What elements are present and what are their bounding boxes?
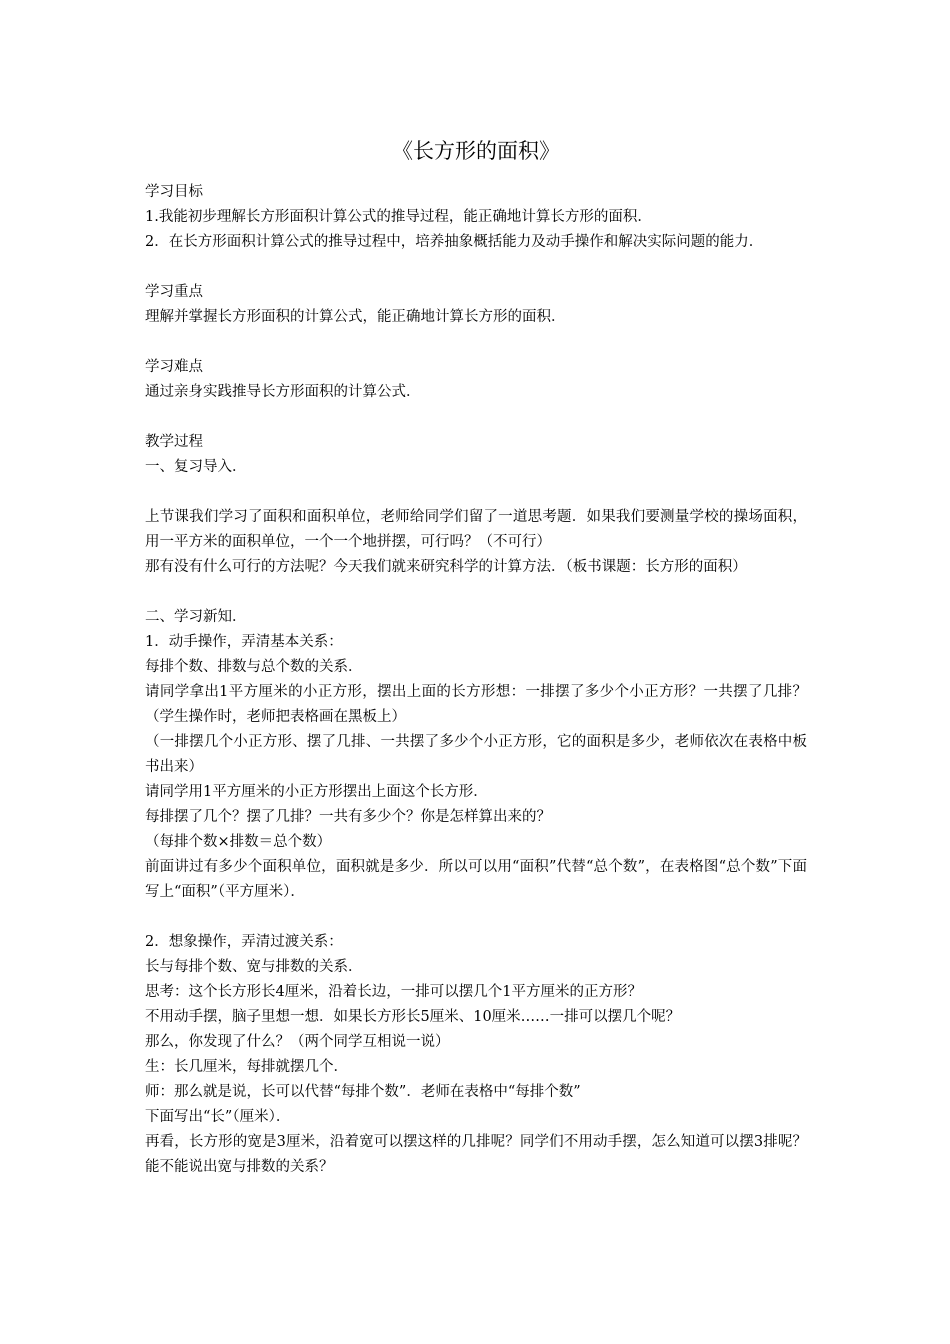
paragraph: 教学过程 xyxy=(145,434,203,450)
paragraph: 再看，长方形的宽是3厘米，沿着宽可以摆这样的几排呢？同学们不用动手摆，怎么知道可以摆3排呢？能不能说出宽与排数的关系？ xyxy=(145,1134,807,1175)
paragraph: 不用动手摆，脑子里想一想．如果长方形长5厘米、10厘米……一排可以摆几个呢？ xyxy=(145,1009,681,1025)
paragraph: 那有没有什么可行的方法呢？今天我们就来研究科学的计算方法．（板书课题：长方形的面积） xyxy=(145,559,747,575)
paragraph: 一、复习导入． xyxy=(145,459,247,475)
paragraph: 2．想象操作，弄清过渡关系： xyxy=(145,934,343,950)
paragraph: 请同学拿出1平方厘米的小正方形，摆出上面的长方形想：一排摆了多少个小正方形？一共摆了几排？（学生操作时，老师把表格画在黑板上） xyxy=(145,684,807,725)
paragraph: 前面讲过有多少个面积单位，面积就是多少．所以可以用“面积”代替“总个数”，在表格图“总个数”下面写上“面积”（平方厘米）． xyxy=(145,859,807,900)
paragraph: （一排摆几个小正方形、摆了几排、一共摆了多少个小正方形，它的面积是多少，老师依次在表格中板书出来） xyxy=(145,734,807,775)
paragraph: 师：那么就是说，长可以代替“每排个数”．老师在表格中“每排个数” xyxy=(145,1084,581,1100)
blank-line xyxy=(145,330,807,355)
paragraph: 1．动手操作，弄清基本关系： xyxy=(145,634,343,650)
document-body xyxy=(145,180,807,1180)
paragraph: 二、学习新知． xyxy=(145,609,247,625)
paragraph: 下面写出“长”（厘米）． xyxy=(145,1109,291,1125)
paragraph: 通过亲身实践推导长方形面积的计算公式． xyxy=(145,384,421,400)
blank-line xyxy=(145,480,807,505)
paragraph: 思考：这个长方形长4厘米，沿着长边，一排可以摆几个1平方厘米的正方形？ xyxy=(145,984,642,1000)
paragraph: 那么，你发现了什么？（两个同学互相说一说） xyxy=(145,1034,450,1050)
paragraph: 1.我能初步理解长方形面积计算公式的推导过程，能正确地计算长方形的面积． xyxy=(145,209,652,225)
paragraph: 每排个数、排数与总个数的关系． xyxy=(145,659,363,675)
paragraph: 理解并掌握长方形面积的计算公式，能正确地计算长方形的面积． xyxy=(145,309,566,325)
document-title: 《长方形的面积》 xyxy=(392,139,560,163)
paragraph: 长与每排个数、宽与排数的关系． xyxy=(145,959,363,975)
paragraph: 上节课我们学习了面积和面积单位，老师给同学们留了一道思考题．如果我们要测量学校的操场面积，用一平方米的面积单位，一个一个地拼摆，可行吗？（不可行） xyxy=(145,509,807,550)
blank-line xyxy=(145,580,807,605)
blank-line xyxy=(145,405,807,430)
paragraph: 每排摆了几个？摆了几排？一共有多少个？你是怎样算出来的？ xyxy=(145,809,551,825)
document-page xyxy=(145,136,807,1180)
paragraph: （每排个数×排数＝总个数） xyxy=(145,834,332,850)
paragraph: 请同学用1平方厘米的小正方形摆出上面这个长方形． xyxy=(145,784,488,800)
paragraph: 2．在长方形面积计算公式的推导过程中，培养抽象概括能力及动手操作和解决实际问题的能力． xyxy=(145,234,764,250)
paragraph: 生：长几厘米，每排就摆几个． xyxy=(145,1059,348,1075)
blank-line xyxy=(145,905,807,930)
paragraph: 学习重点 xyxy=(145,284,203,300)
paragraph: 学习目标 xyxy=(145,184,203,200)
blank-line xyxy=(145,255,807,280)
paragraph: 学习难点 xyxy=(145,359,203,375)
